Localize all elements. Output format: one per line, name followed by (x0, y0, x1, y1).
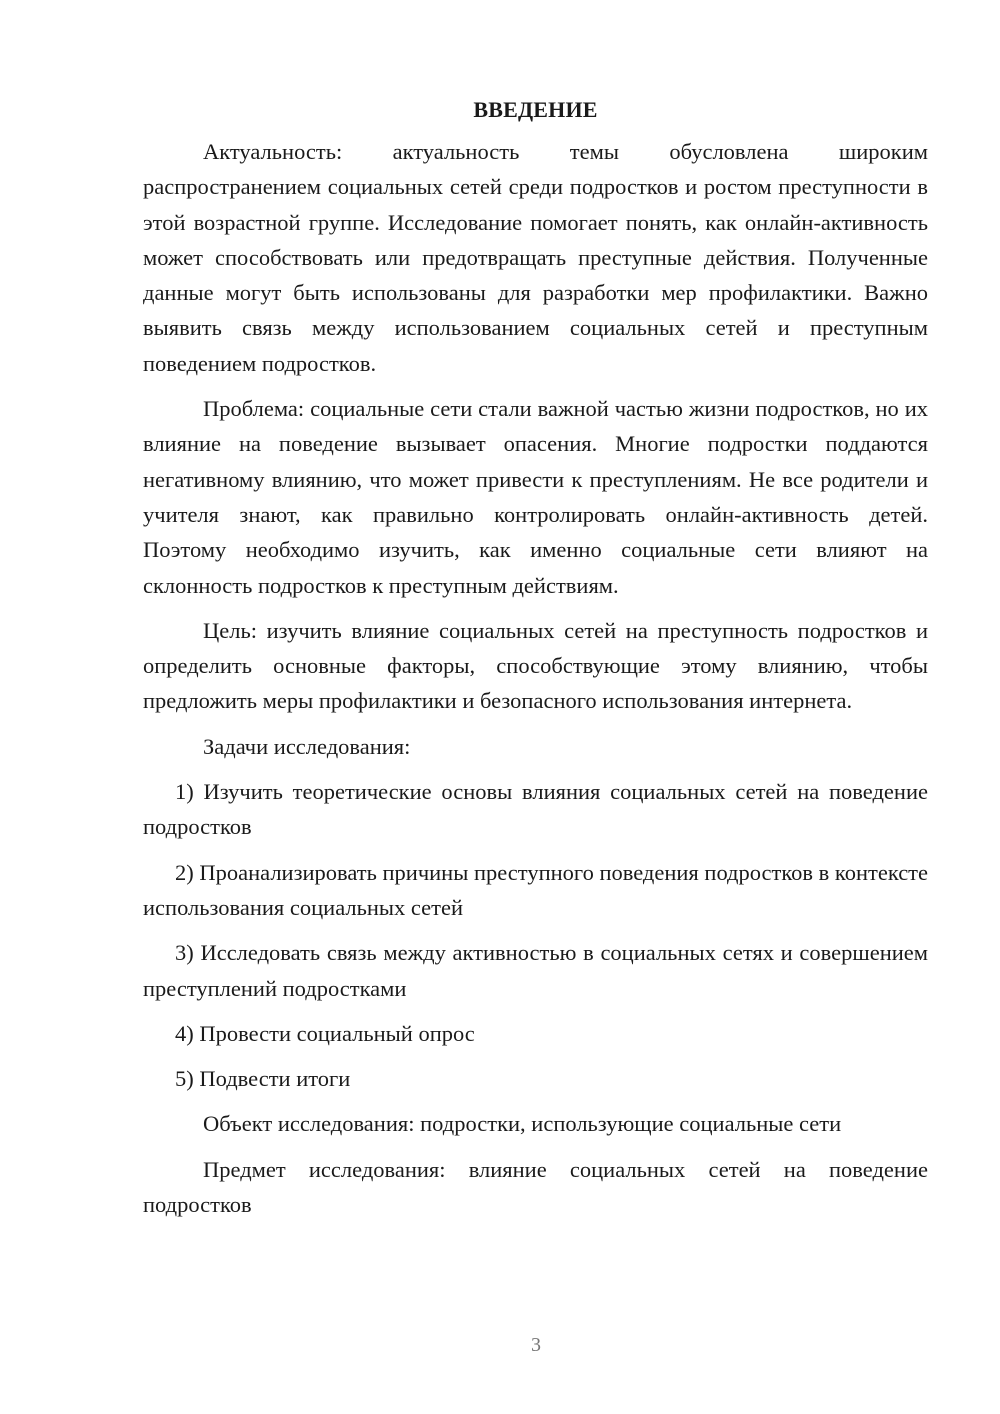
tasks-list (143, 774, 928, 1096)
tasks-heading: Задачи исследования: (203, 733, 411, 759)
section-title: ВВЕДЕНИЕ (473, 97, 598, 122)
relevance-paragraph: Актуальность: актуальность темы обусловлена широким распространением социальных сетей среди подростков и ростом преступности в этой возрастной группе. Исследование помогает понять, как онлайн-активность может способствовать или предотвращать преступные действия. Полученные данные могут быть использованы для разработки мер профилактики. Важно выявить связь между использованием социальных сетей и преступным поведением подростков. (143, 139, 928, 376)
list-item: 1) Изучить теоретические основы влияния социальных сетей на поведение подростков (143, 779, 928, 840)
goal-paragraph: Цель: изучить влияние социальных сетей на преступность подростков и определить основные факторы, способствующие этому влиянию, чтобы предложить меры профилактики и безопасного использования интернета. (143, 617, 928, 714)
object-paragraph: Объект исследования: подростки, использующие социальные сети (203, 1111, 842, 1137)
page-content (143, 92, 928, 1232)
problem-paragraph: Проблема: социальные сети стали важной частью жизни подростков, но их влияние на поведение вызывает опасения. Многие подростки поддаются негативному влиянию, что может привести к преступлениям. Не все родители и учителя знают, как правильно контролировать онлайн-активность детей. Поэтому необходимо изучить, как именно социальные сети влияют на склонность подростков к преступным действиям. (143, 396, 928, 598)
list-item: 2) Проанализировать причины преступного поведения подростков в контексте использования социальных сетей (143, 859, 928, 920)
list-item: 4) Провести социальный опрос (175, 1020, 475, 1046)
list-item: 5) Подвести итоги (175, 1066, 351, 1092)
subject-paragraph: Предмет исследования: влияние социальных сетей на поведение подростков (143, 1156, 928, 1218)
list-item: 3) Исследовать связь между активностью в социальных сетях и совершением преступлений подростками (143, 940, 928, 1001)
page-number: 3 (531, 1334, 541, 1356)
